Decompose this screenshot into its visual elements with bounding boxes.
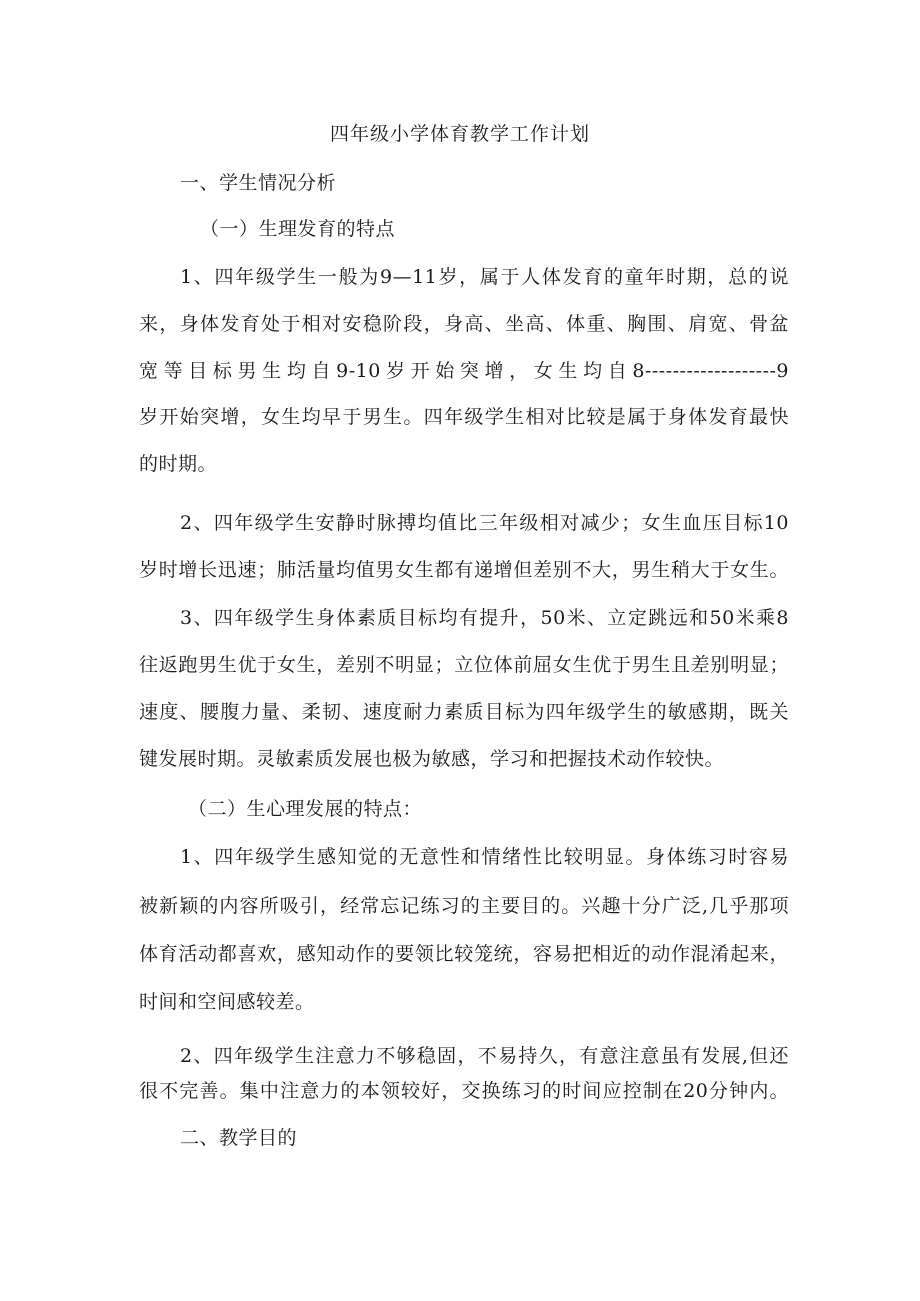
paragraph-line: 1、四年级学生一般为9—11岁，属于人体发育的童年时期，总的说 (180, 266, 789, 288)
paragraph-line: 来，身体发育处于相对安稳阶段，身高、坐高、体重、胸围、肩宽、骨盆 (139, 313, 789, 335)
paragraph-line: 速度、腰腹力量、柔韧、速度耐力素质目标为四年级学生的敏感期，既关 (139, 701, 789, 723)
paragraph-line: 宽等目标男生均自9-10岁开始突增，女生均自8-------------------9 (139, 360, 789, 382)
paragraph-line: 键发展时期。灵敏素质发展也极为敏感，学习和把握技术动作较快。 (139, 748, 725, 770)
paragraph-line: 往返跑男生优于女生，差别不明显；立位体前屈女生优于男生且差别明显； (139, 654, 789, 676)
paragraph-line: 时间和空间感较差。 (139, 991, 315, 1013)
paragraph-line: 体育活动都喜欢，感知动作的要领比较笼统，容易把相近的动作混淆起来， (139, 943, 789, 965)
subsection-heading-psychology: （二）生心理发展的特点： (188, 798, 423, 820)
paragraph-line: 2、四年级学生安静时脉搏均值比三年级相对减少；女生血压目标10 (180, 512, 789, 534)
subsection-heading-physiology: （一）生理发育的特点 (200, 218, 396, 240)
paragraph-line: 2、四年级学生注意力不够稳固，不易持久，有意注意虽有发展,但还 (180, 1045, 789, 1067)
paragraph-line: 很不完善。集中注意力的本领较好，交换练习的时间应控制在20分钟内。 (139, 1080, 789, 1102)
paragraph-line: 岁开始突增，女生均早于男生。四年级学生相对比较是属于身体发育最快 (139, 406, 789, 428)
paragraph-line: 1、四年级学生感知觉的无意性和情绪性比较明显。身体练习时容易 (180, 846, 789, 868)
paragraph-line: 3、四年级学生身体素质目标均有提升，50米、立定跳远和50米乘8 (180, 607, 789, 629)
section-heading-2: 二、教学目的 (180, 1127, 298, 1149)
paragraph-line: 岁时增长迅速；肺活量均值男女生都有递增但差别不大，男生稍大于女生。 (139, 559, 789, 581)
paragraph-line: 被新颖的内容所吸引，经常忘记练习的主要目的。兴趣十分广泛,几乎那项 (139, 895, 789, 917)
section-heading-1: 一、学生情况分析 (180, 172, 337, 194)
paragraph-line: 的时期。 (139, 453, 218, 475)
document-title: 四年级小学体育教学工作计划 (329, 123, 590, 145)
